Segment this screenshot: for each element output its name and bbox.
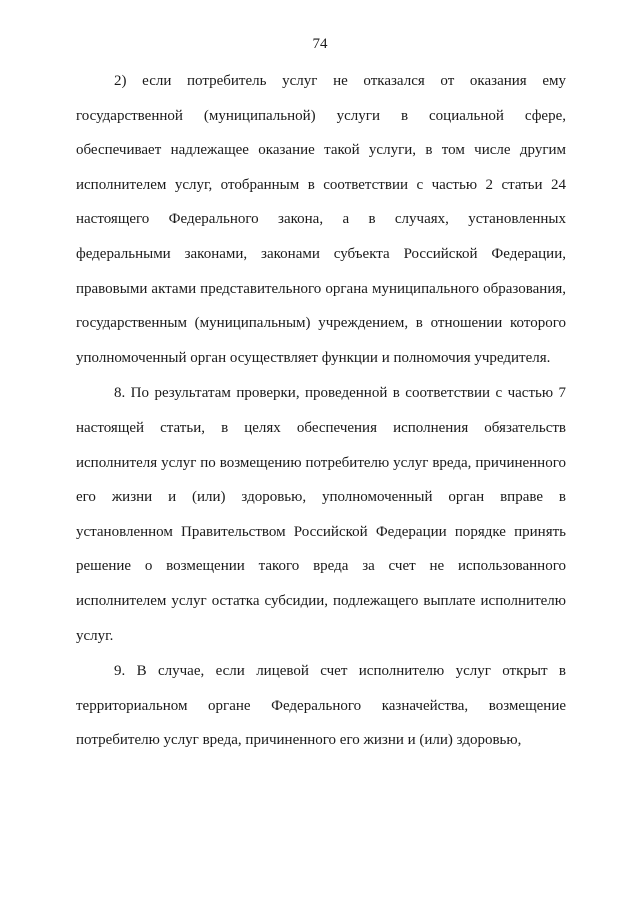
page-number: 74 [312,36,328,52]
paragraph-subitem-2: 2) если потребитель услуг не отказался от оказания ему государственной (муниципальной) услуги в социальной сфере, обеспечивает надлежащее оказание такой услуги, в том числе другим исполнителем услуг, отобранным в соответствии с частью 2 статьи 24 настоящего Федерального закона, а в случаях, установленных федеральными законами, законами субъекта Российской Федерации, правовыми актами представительного органа муниципального образования, государственным (муниципальным) учреждением, в отношении которого уполномоченный орган осуществляет функции и полномочия учредителя. [76,73,566,366]
paragraph-part-9: 9. В случае, если лицевой счет исполнителю услуг открыт в территориальном органе Федерального казначейства, возмещение потребителю услуг вреда, причиненного его жизни и (или) здоровью, [76,663,566,749]
document-body [76,64,566,758]
paragraph-part-8: 8. По результатам проверки, проведенной в соответствии с частью 7 настоящей статьи, в целях обеспечения исполнения обязательств исполнителя услуг по возмещению потребителю услуг вреда, причиненного его жизни и (или) здоровью, уполномоченный орган вправе в установленном Правительством Российской Федерации порядке принять решение о возмещении такого вреда за счет не использованного исполнителем услуг остатка субсидии, подлежащего выплате исполнителю услуг. [76,385,566,644]
